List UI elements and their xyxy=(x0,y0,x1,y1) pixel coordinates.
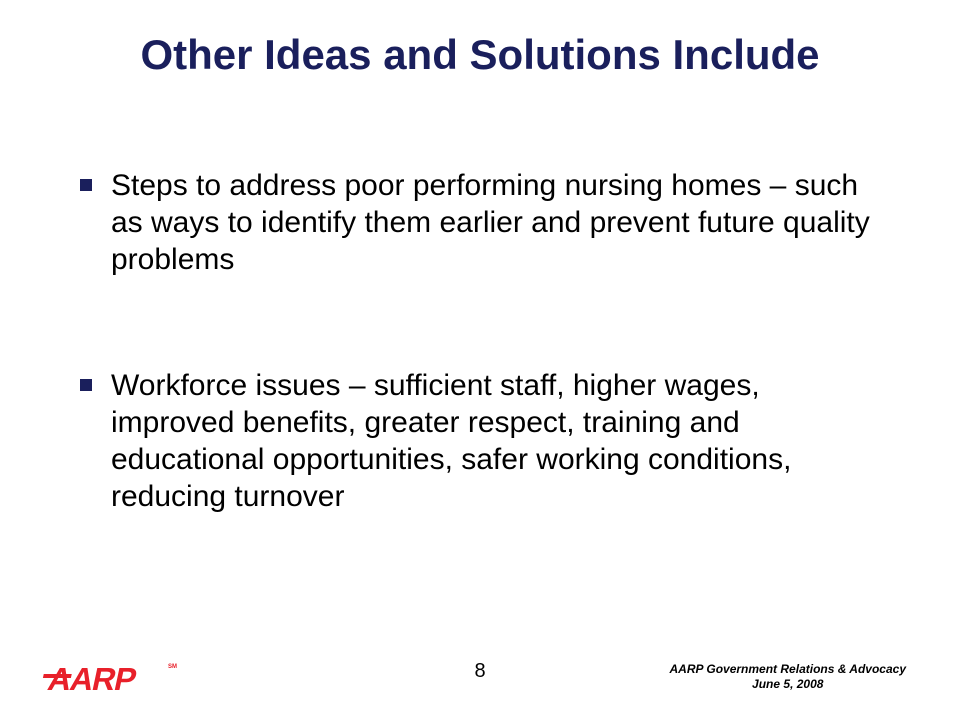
bullet-text: Steps to address poor performing nursing homes – such as ways to identify them earlier and prevent future quality problems xyxy=(111,169,870,276)
bullet-item xyxy=(70,167,870,278)
square-bullet-icon xyxy=(80,379,92,391)
bullet-text: Workforce issues – sufficient staff, higher wages, improved benefits, greater respect, training and educational opportunities, safer working conditions, reducing turnover xyxy=(111,369,792,513)
square-bullet-icon xyxy=(80,179,92,191)
footer-info xyxy=(669,662,906,692)
footer-organization: AARP Government Relations & Advocacy xyxy=(669,662,906,676)
aarp-logo xyxy=(38,654,183,700)
page-number: 8 xyxy=(474,660,486,682)
logo-trademark: SM xyxy=(168,664,177,670)
logo-text: AARP xyxy=(44,661,140,697)
bullet-list xyxy=(70,167,870,515)
bullet-item xyxy=(70,367,870,515)
slide-title: Other Ideas and Solutions Include xyxy=(140,31,820,78)
footer-date: June 5, 2008 xyxy=(752,677,824,691)
